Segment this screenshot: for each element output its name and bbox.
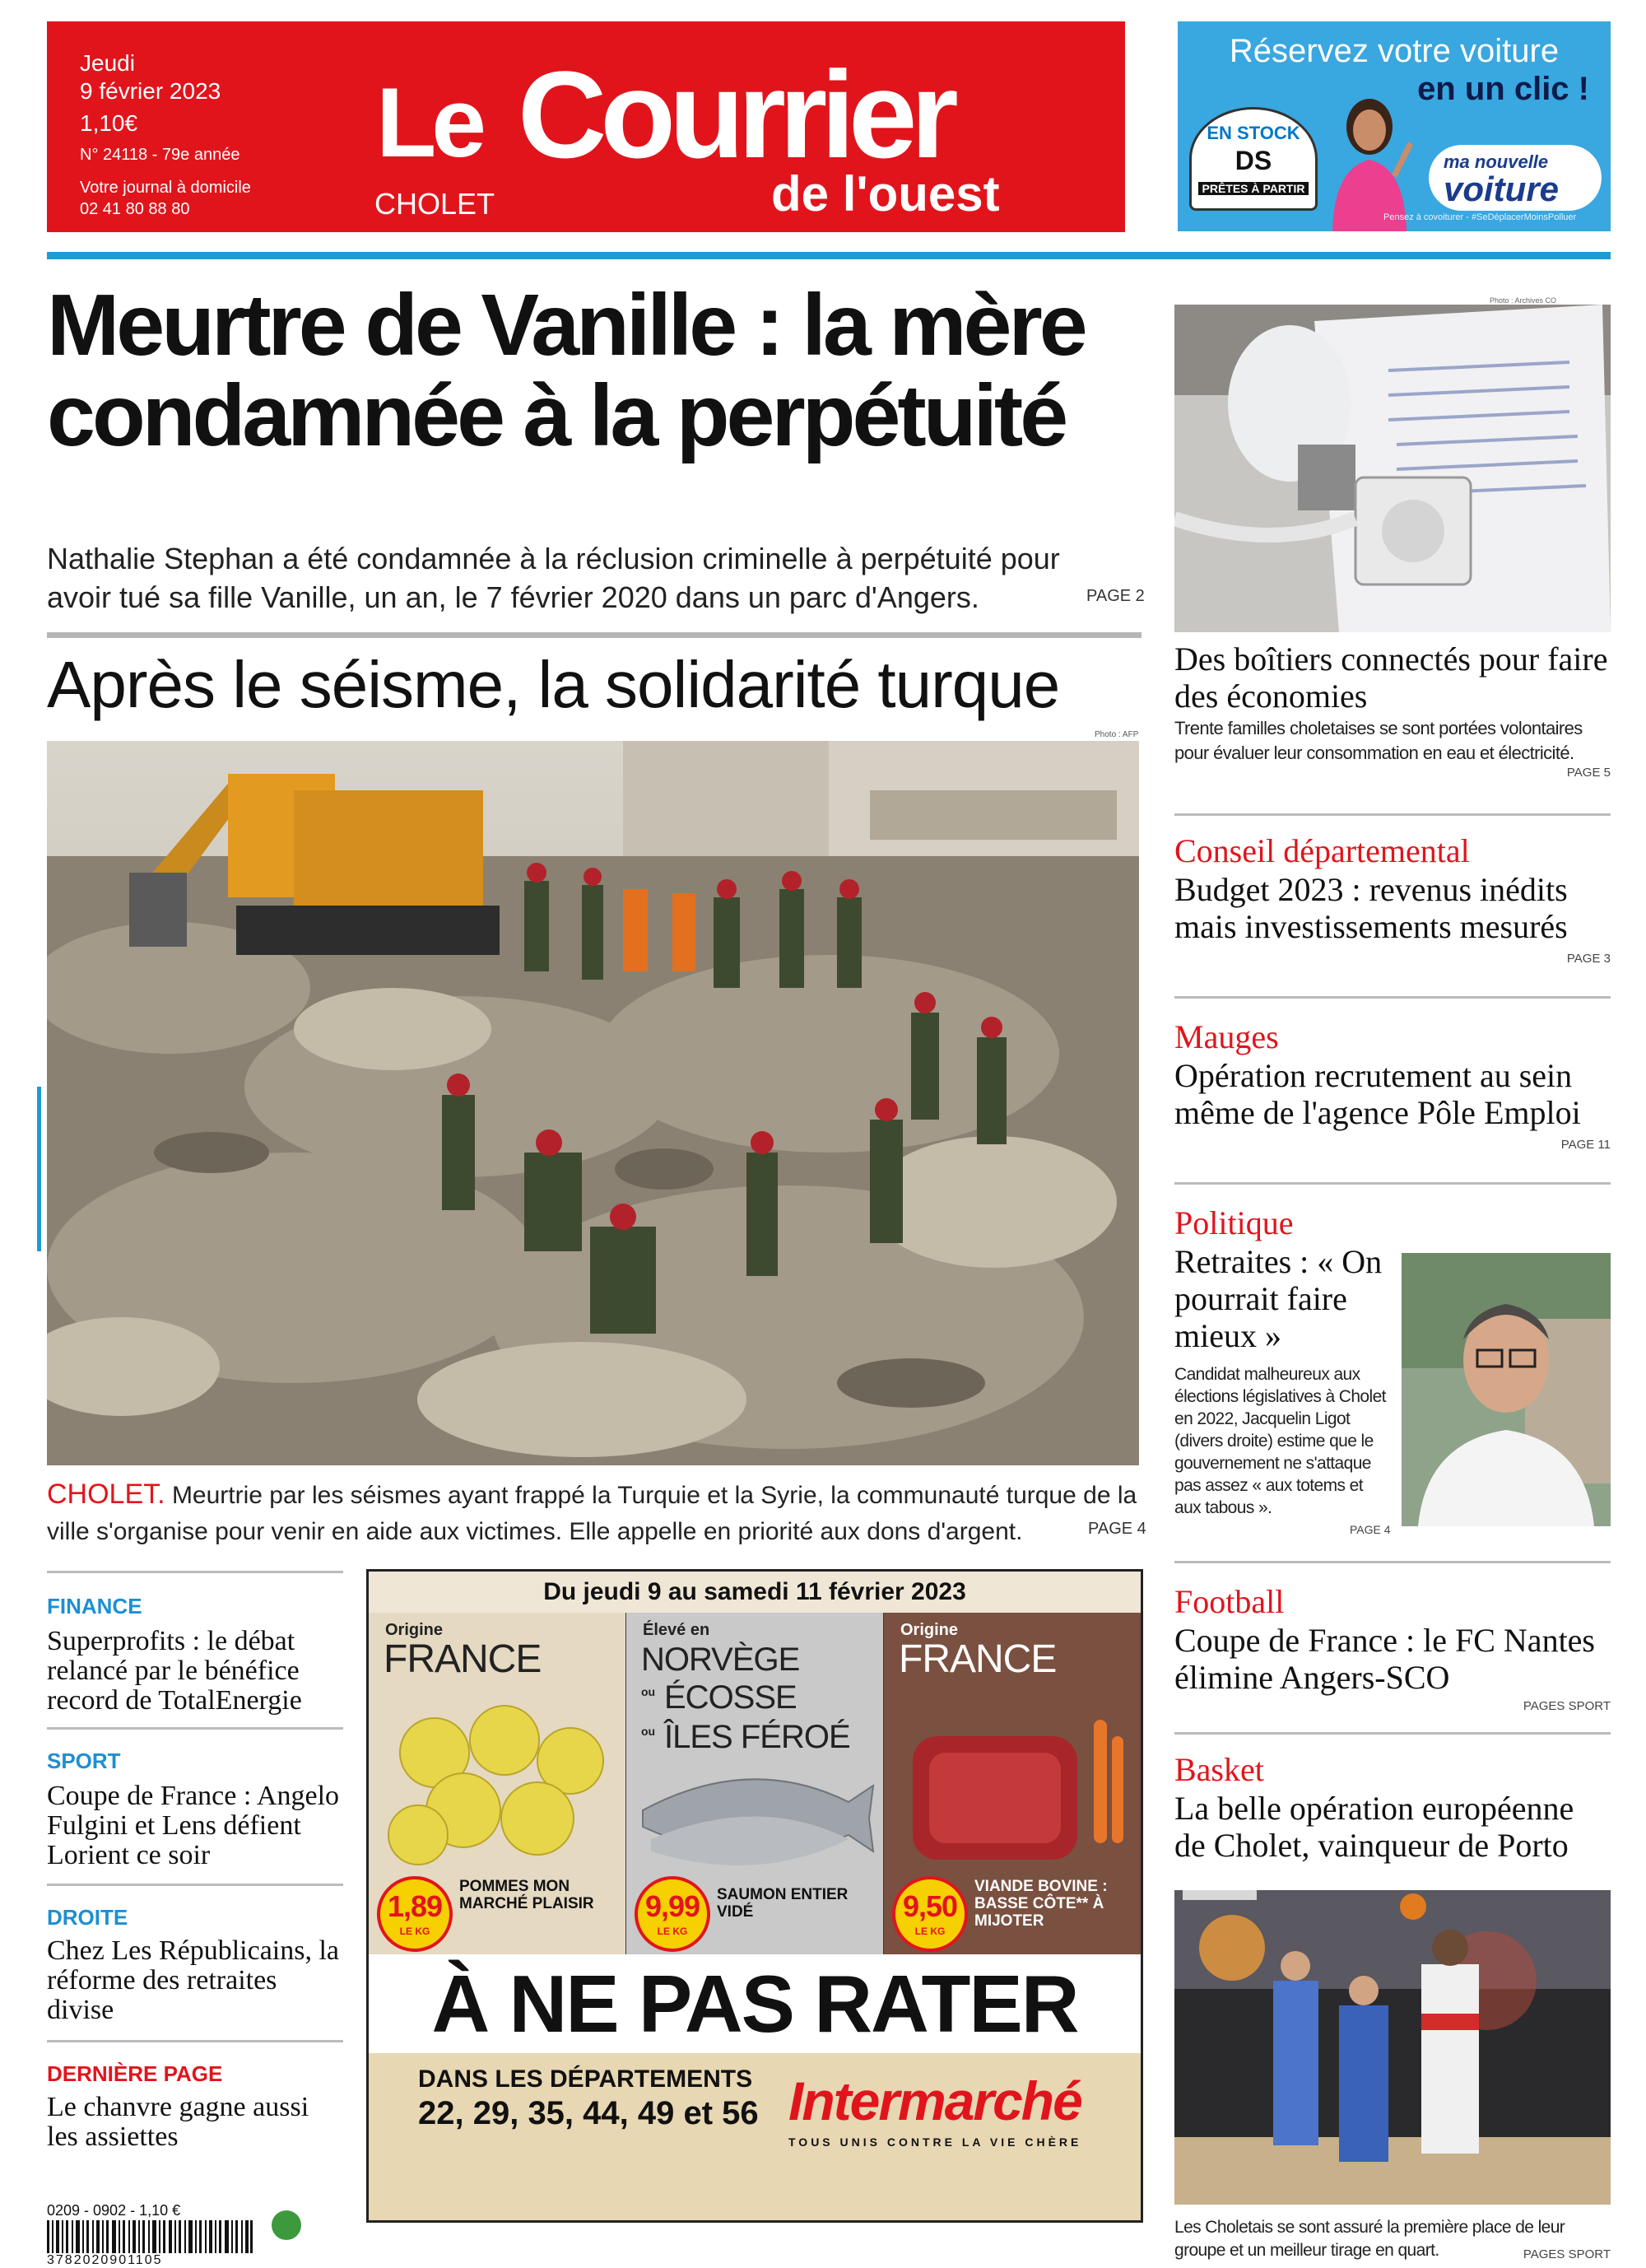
basketball-photo bbox=[1174, 1890, 1611, 2205]
smart-meter-photo bbox=[1174, 305, 1611, 632]
boitiers-page-ref: PAGE 5 bbox=[1566, 766, 1611, 780]
issue-date: 9 février 2023 bbox=[80, 78, 221, 104]
beef-price: 9,50 bbox=[902, 1889, 958, 1923]
budget-page-ref: PAGE 3 bbox=[1566, 952, 1611, 966]
main-lede: Nathalie Stephan a été condamnée à la réclusion criminelle à perpétuité pour avoir tué sa fille Vanille, un an, le 7 février 2020 dans un parc d'Angers. bbox=[47, 542, 1060, 614]
ad-top-footer: Pensez à covoiturer - #SeDéplacerMoinsPolluer bbox=[1383, 212, 1577, 222]
brief-rule bbox=[47, 2040, 343, 2042]
edge-marker bbox=[37, 1087, 41, 1251]
quake-caption-text: Meurtrie par les séismes ayant frappé la Turquie et la Syrie, la communauté turque de la ville s'organise pour venir en aide aux victimes. Elle appelle en priorité aux dons d'argent. bbox=[47, 1482, 1137, 1545]
brief-kicker-sport: SPORT bbox=[47, 1749, 121, 1773]
product-panel-salmon bbox=[626, 1613, 883, 1954]
ad-woman-image bbox=[1324, 95, 1415, 231]
salmon-origin-1: NORVÈGE bbox=[641, 1642, 800, 1678]
beef-origin-small: Origine bbox=[900, 1621, 959, 1639]
issue-number: N° 24118 - 79e année bbox=[80, 146, 240, 164]
pole-emploi-page-ref: PAGE 11 bbox=[1560, 1138, 1611, 1152]
beef-origin: FRANCE bbox=[899, 1637, 1057, 1681]
delivery-phone: 02 41 80 88 80 bbox=[80, 200, 190, 218]
salmon-label: SAUMON ENTIER VIDÉ bbox=[717, 1886, 849, 1921]
salmon-price-tag bbox=[635, 1876, 710, 1952]
right-rule bbox=[1174, 813, 1611, 816]
logo-ouest: de l'ouest bbox=[771, 166, 1000, 221]
apple-origin-small: Origine bbox=[385, 1621, 444, 1639]
edition-city: CHOLET bbox=[374, 187, 495, 221]
recycle-icon bbox=[272, 2210, 301, 2240]
ad-inter-dept-label: DANS LES DÉPARTEMENTS bbox=[418, 2065, 753, 2093]
stock-badge bbox=[1189, 107, 1318, 211]
quake-page-ref: PAGE 4 bbox=[1088, 1520, 1146, 1538]
salmon-or-2: ou bbox=[641, 1725, 656, 1738]
barcode-header: 0209 - 0902 - 1,10 € bbox=[47, 2202, 181, 2219]
masthead bbox=[47, 21, 1125, 232]
apple-price: 1,89 bbox=[387, 1889, 443, 1923]
mnv-logo-big: voiture bbox=[1444, 170, 1560, 208]
brief-kicker-derniere-page: DERNIÈRE PAGE bbox=[47, 2061, 223, 2086]
salmon-unit: LE KG bbox=[657, 1926, 688, 1937]
brief-rule bbox=[47, 1884, 343, 1886]
mnv-logo bbox=[1429, 145, 1602, 211]
brief-rule bbox=[47, 1727, 343, 1730]
beef-unit: LE KG bbox=[914, 1926, 946, 1937]
kicker-politique: Politique bbox=[1174, 1204, 1294, 1241]
logo-courrier: Courrier bbox=[518, 45, 952, 184]
issue-price: 1,10€ bbox=[80, 110, 138, 136]
budget-headline[interactable]: Budget 2023 : revenus inédits mais investissements mesurés bbox=[1174, 871, 1568, 945]
ad-top-car[interactable] bbox=[1178, 21, 1611, 231]
apple-label: POMMES MON MARCHÉ PLAISIR bbox=[459, 1878, 594, 1912]
salmon-or-1: ou bbox=[641, 1685, 656, 1698]
jacquelin-ligot-photo bbox=[1402, 1253, 1611, 1526]
right-rule bbox=[1174, 1561, 1611, 1563]
apples-image bbox=[385, 1703, 616, 1868]
retraites-text: Candidat malheureux aux élections législatives à Cholet en 2022, Jacquelin Ligot (divers droite) estime que le gouvernement ne s'attaque pas assez « aux totems et aux tabous ». bbox=[1174, 1365, 1386, 1517]
boitiers-text: Trente familles choletaises se sont portées volontaires pour évaluer leur consommation en eau et électricité. bbox=[1174, 718, 1583, 763]
boitiers-photo-credit: Photo : Archives CO bbox=[1490, 296, 1557, 305]
section-rule bbox=[47, 632, 1142, 638]
apple-origin: FRANCE bbox=[384, 1637, 542, 1681]
salmon-price: 9,99 bbox=[644, 1889, 700, 1923]
salmon-origin-3: ÎLES FÉROÉ bbox=[664, 1719, 850, 1755]
logo-le: Le bbox=[376, 68, 482, 178]
issue-day: Jeudi bbox=[80, 50, 135, 76]
barcode-image bbox=[47, 2220, 253, 2253]
brief-title-sport[interactable]: Coupe de France : Angelo Fulgini et Lens défient Lorient ce soir bbox=[47, 1781, 340, 1870]
retraites-headline[interactable]: Retraites : « On pourrait faire mieux » bbox=[1174, 1243, 1383, 1354]
football-headline[interactable]: Coupe de France : le FC Nantes élimine Angers-SCO bbox=[1174, 1622, 1595, 1696]
retraites-page-ref: PAGE 4 bbox=[1350, 1523, 1391, 1536]
ad-inter-depts: 22, 29, 35, 44, 49 et 56 bbox=[418, 2095, 759, 2131]
beef-label: VIANDE BOVINE : BASSE CÔTE** À MIJOTER bbox=[974, 1878, 1108, 1930]
quake-caption-city: CHOLET. bbox=[47, 1479, 165, 1510]
salmon-image bbox=[635, 1761, 877, 1876]
right-rule bbox=[1174, 1182, 1611, 1185]
kicker-mauges: Mauges bbox=[1174, 1018, 1279, 1055]
basket-caption: Les Choletais se sont assuré la première place de leur groupe et un meilleur tirage en quart. bbox=[1174, 2218, 1565, 2260]
stock-badge-brand: DS bbox=[1234, 146, 1272, 175]
brief-title-droite[interactable]: Chez Les Républicains, la réforme des retraites divise bbox=[47, 1935, 340, 2025]
kicker-football: Football bbox=[1174, 1583, 1285, 1620]
right-rule bbox=[1174, 1732, 1611, 1735]
intermarche-slogan: TOUS UNIS CONTRE LA VIE CHÈRE bbox=[788, 2135, 1082, 2149]
earthquake-rescue-photo bbox=[47, 741, 1139, 1465]
main-headline[interactable]: Meurtre de Vanille : la mère condamnée à la perpétuité bbox=[47, 277, 1085, 464]
ad-top-subline: en un clic ! bbox=[1417, 71, 1589, 107]
barcode-number: 3782020901105 bbox=[47, 2253, 163, 2267]
quake-photo-credit: Photo : AFP bbox=[1095, 730, 1139, 739]
delivery-label: Votre journal à domicile bbox=[80, 179, 251, 197]
ad-intermarche[interactable] bbox=[366, 1569, 1143, 2223]
apple-price-tag bbox=[377, 1876, 453, 1952]
pole-emploi-headline[interactable]: Opération recrutement au sein même de l'agence Pôle Emploi bbox=[1174, 1057, 1581, 1131]
intermarche-logo: Intermarché bbox=[788, 2070, 1081, 2131]
brief-title-finance[interactable]: Superprofits : le débat relancé par le bénéfice record de TotalEnergie bbox=[47, 1626, 302, 1716]
ad-inter-dates: Du jeudi 9 au samedi 11 février 2023 bbox=[369, 1572, 1141, 1613]
brief-title-derniere-page[interactable]: Le chanvre gagne aussi les assiettes bbox=[47, 2092, 309, 2152]
boitiers-headline[interactable]: Des boîtiers connectés pour faire des économies bbox=[1174, 640, 1608, 715]
product-panel-beef bbox=[884, 1613, 1141, 1954]
ad-inter-slogan-big: À NE PAS RATER bbox=[431, 1958, 1078, 2049]
basket-headline[interactable]: La belle opération européenne de Cholet, vainqueur de Porto bbox=[1174, 1790, 1574, 1864]
beef-image bbox=[896, 1703, 1135, 1876]
football-page-ref: PAGES SPORT bbox=[1523, 1699, 1611, 1713]
stock-badge-bottom: PRÊTES À PARTIR bbox=[1198, 182, 1309, 195]
stock-badge-top: EN STOCK bbox=[1207, 123, 1300, 143]
header-rule bbox=[47, 252, 1611, 259]
kicker-conseil-departemental: Conseil départemental bbox=[1174, 832, 1470, 869]
kicker-basket: Basket bbox=[1174, 1751, 1264, 1788]
apple-unit: LE KG bbox=[399, 1926, 430, 1937]
quake-headline[interactable]: Après le séisme, la solidarité turque bbox=[47, 648, 1060, 721]
main-page-ref: PAGE 2 bbox=[1086, 587, 1145, 605]
ad-top-headline: Réservez votre voiture bbox=[1229, 33, 1560, 69]
salmon-origin-2: ÉCOSSE bbox=[664, 1679, 797, 1716]
right-rule bbox=[1174, 996, 1611, 999]
beef-price-tag bbox=[892, 1876, 968, 1952]
mnv-logo-small: ma nouvelle bbox=[1444, 151, 1549, 172]
product-panel-apples bbox=[369, 1613, 625, 1954]
brief-kicker-droite: DROITE bbox=[47, 1905, 128, 1930]
brief-kicker-finance: FINANCE bbox=[47, 1594, 142, 1618]
brief-rule bbox=[47, 1571, 343, 1573]
salmon-origin-small: Élevé en bbox=[643, 1621, 710, 1639]
basket-page-ref: PAGES SPORT bbox=[1523, 2247, 1611, 2261]
quake-caption bbox=[47, 1476, 1142, 1550]
